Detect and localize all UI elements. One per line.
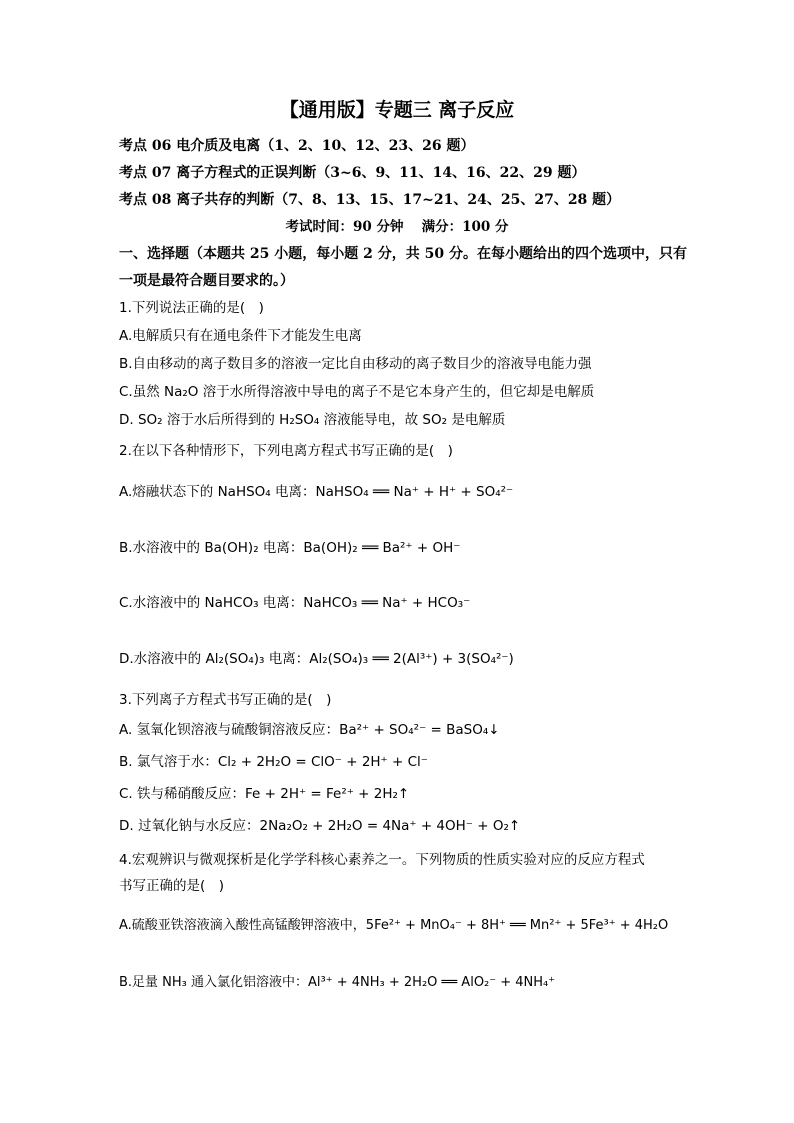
q2-option-c: C.水溶液中的 NaHCO₃ 电离：NaHCO₃ ══ Na⁺ + HCO₃⁻ [119, 595, 471, 611]
q3-stem: 3.下列离子方程式书写正确的是( ) [119, 692, 332, 708]
q2-option-d: D.水溶液中的 Al₂(SO₄)₃ 电离：Al₂(SO₄)₃ ══ 2(Al³⁺) + 3(SO₄²⁻) [119, 651, 514, 667]
exam-point-06: 考点 06 电介质及电离（1、2、10、12、23、26 题） [119, 138, 475, 154]
exam-info: 考试时间：90 分钟 满分：100 分 [285, 219, 509, 235]
q3-option-c: C. 铁与稀硝酸反应：Fe + 2H⁺ = Fe²⁺ + 2H₂↑ [119, 786, 410, 802]
exam-point-07: 考点 07 离子方程式的正误判断（3~6、9、11、14、16、22、29 题） [119, 165, 586, 181]
q4-option-a: A.硫酸亚铁溶液滴入酸性高锰酸钾溶液中，5Fe²⁺ + MnO₄⁻ + 8H⁺ ══ Mn²⁺ + 5Fe³⁺ + 4H₂O [119, 918, 669, 933]
q3-option-b: B. 氯气溶于水：Cl₂ + 2H₂O = ClO⁻ + 2H⁺ + Cl⁻ [119, 754, 428, 770]
q4-stem-line1: 4.宏观辨识与微观探析是化学学科核心素养之一。下列物质的性质实验对应的反应方程式 [119, 852, 645, 868]
section-heading-line1: 一、选择题（本题共 25 小题，每小题 2 分，共 50 分。在每小题给出的四个选项中，只有 [119, 246, 687, 262]
page-title: 【通用版】专题三 离子反应 [279, 99, 515, 121]
q1-option-a: A.电解质只有在通电条件下才能发生电离 [119, 328, 362, 344]
q4-option-b: B.足量 NH₃ 通入氯化铝溶液中：Al³⁺ + 4NH₃ + 2H₂O ══ AlO₂⁻ + 4NH₄⁺ [119, 975, 556, 990]
q4-stem-line2: 书写正确的是( ) [119, 878, 225, 894]
q1-option-b: B.自由移动的离子数目多的溶液一定比自由移动的离子数目少的溶液导电能力强 [119, 356, 592, 372]
exam-point-08: 考点 08 离子共存的判断（7、8、13、15、17~21、24、25、27、28 题） [119, 192, 621, 208]
q3-option-d: D. 过氧化钠与水反应：2Na₂O₂ + 2H₂O = 4Na⁺ + 4OH⁻ + O₂↑ [119, 818, 521, 834]
q1-option-d: D. SO₂ 溶于水后所得到的 H₂SO₄ 溶液能导电，故 SO₂ 是电解质 [119, 412, 506, 428]
q1-option-c: C.虽然 Na₂O 溶于水所得溶液中导电的离子不是它本身产生的，但它却是电解质 [119, 384, 595, 400]
q2-option-a: A.熔融状态下的 NaHSO₄ 电离：NaHSO₄ ══ Na⁺ + H⁺ + SO₄²⁻ [119, 484, 514, 500]
q2-option-b: B.水溶液中的 Ba(OH)₂ 电离：Ba(OH)₂ ══ Ba²⁺ + OH⁻ [119, 540, 461, 556]
section-heading-line2: 一项是最符合题目要求的。） [119, 273, 294, 289]
q2-stem: 2.在以下各种情形下，下列电离方程式书写正确的是( ) [119, 443, 453, 459]
q1-stem: 1.下列说法正确的是( ) [119, 300, 264, 316]
q3-option-a: A. 氢氧化钡溶液与硫酸铜溶液反应：Ba²⁺ + SO₄²⁻ = BaSO₄↓ [119, 722, 500, 738]
